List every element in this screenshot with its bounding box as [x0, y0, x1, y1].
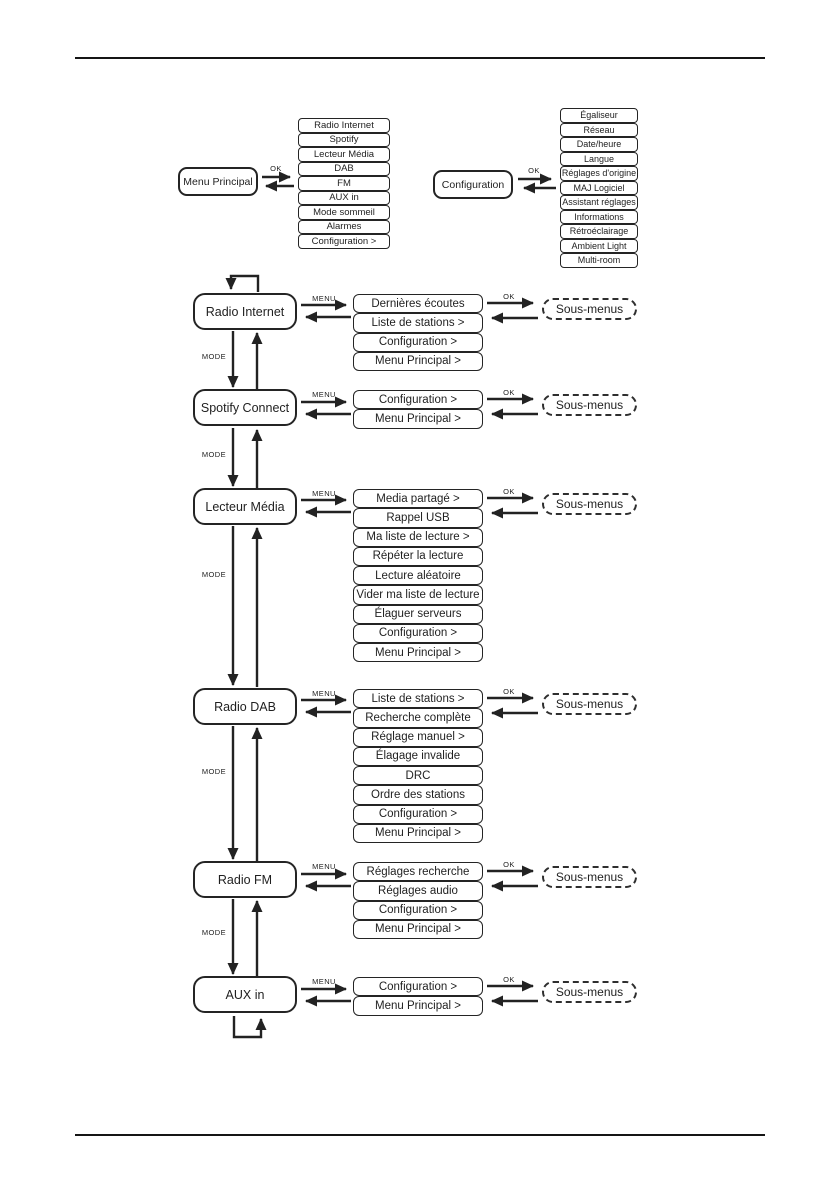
menu-label: MENU — [312, 862, 336, 871]
menu-item: Lecteur Média — [298, 147, 390, 162]
menu-item: Élagage invalide — [353, 747, 483, 766]
menu-item: Recherche complète — [353, 708, 483, 727]
menu-principal-box: Menu Principal — [178, 167, 258, 196]
mode-label: MODE — [201, 767, 226, 776]
menu-item: Élaguer serveurs — [353, 605, 483, 624]
menu-label: MENU — [312, 489, 336, 498]
ok-label: OK — [503, 975, 515, 984]
mode-label: MODE — [201, 928, 226, 937]
menu-label: MENU — [312, 294, 336, 303]
menu-label: MENU — [312, 689, 336, 698]
submenu-box: Sous-menus — [542, 298, 637, 320]
mode-box: Lecteur Média — [193, 488, 297, 525]
menu-item: Réglages audio — [353, 881, 483, 900]
ok-label: OK — [503, 687, 515, 696]
menu-list — [353, 862, 483, 939]
submenu-box: Sous-menus — [542, 493, 637, 515]
top-rule — [75, 57, 765, 59]
menu-item: Menu Principal > — [353, 409, 483, 428]
menu-item: MAJ Logiciel — [560, 181, 638, 196]
ok-label: OK — [503, 292, 515, 301]
menu-label: MENU — [312, 390, 336, 399]
submenu-box: Sous-menus — [542, 866, 637, 888]
mode-box: Spotify Connect — [193, 389, 297, 426]
menu-item: Menu Principal > — [353, 996, 483, 1015]
menu-item: Media partagé > — [353, 489, 483, 508]
menu-item: Réglage manuel > — [353, 728, 483, 747]
menu-item: Réglages recherche — [353, 862, 483, 881]
mode-box: Radio Internet — [193, 293, 297, 330]
menu-item: Menu Principal > — [353, 920, 483, 939]
menu-item: Liste de stations > — [353, 313, 483, 332]
configuration-menu-list — [560, 108, 638, 268]
menu-item: Informations — [560, 210, 638, 225]
menu-item: Spotify — [298, 133, 390, 148]
menu-item: Configuration > — [353, 977, 483, 996]
ok-label: OK — [528, 166, 540, 175]
menu-item: FM — [298, 176, 390, 191]
menu-item: Configuration > — [353, 333, 483, 352]
menu-item: Liste de stations > — [353, 689, 483, 708]
submenu-box: Sous-menus — [542, 693, 637, 715]
menu-item: Menu Principal > — [353, 643, 483, 662]
menu-item: Alarmes — [298, 220, 390, 235]
menu-item: Ma liste de lecture > — [353, 528, 483, 547]
menu-item: Vider ma liste de lecture — [353, 585, 483, 604]
configuration-box: Configuration — [433, 170, 513, 199]
menu-item: Menu Principal > — [353, 824, 483, 843]
menu-item: DRC — [353, 766, 483, 785]
menu-item: Configuration > — [353, 901, 483, 920]
menu-item: Réseau — [560, 123, 638, 138]
menu-item: Menu Principal > — [353, 352, 483, 371]
menu-label: MENU — [312, 977, 336, 986]
menu-item: Assistant réglages — [560, 195, 638, 210]
mode-box: Radio DAB — [193, 688, 297, 725]
menu-item: Configuration > — [353, 624, 483, 643]
bottom-rule — [75, 1134, 765, 1136]
menu-item: Réglages d'origine — [560, 166, 638, 181]
menu-list — [353, 689, 483, 843]
menu-item: Dernières écoutes — [353, 294, 483, 313]
menu-item: Lecture aléatoire — [353, 566, 483, 585]
menu-item: Date/heure — [560, 137, 638, 152]
ok-label: OK — [503, 487, 515, 496]
menu-item: DAB — [298, 162, 390, 177]
menu-item: Répéter la lecture — [353, 547, 483, 566]
mode-label: MODE — [201, 450, 226, 459]
ok-label: OK — [270, 164, 282, 173]
menu-item: Radio Internet — [298, 118, 390, 133]
menu-list — [353, 489, 483, 662]
menu-item: Mode sommeil — [298, 205, 390, 220]
ok-label: OK — [503, 860, 515, 869]
main-menu-list — [298, 118, 390, 249]
menu-item: Multi-room — [560, 253, 638, 268]
mode-box: AUX in — [193, 976, 297, 1013]
menu-item: Configuration > — [353, 390, 483, 409]
submenu-box: Sous-menus — [542, 981, 637, 1003]
menu-list — [353, 294, 483, 371]
menu-item: Rétroéclairage — [560, 224, 638, 239]
menu-item: Configuration > — [298, 234, 390, 249]
menu-item: Ordre des stations — [353, 785, 483, 804]
mode-box: Radio FM — [193, 861, 297, 898]
menu-item: Configuration > — [353, 805, 483, 824]
menu-list — [353, 977, 483, 1016]
menu-item: Langue — [560, 152, 638, 167]
menu-item: Égaliseur — [560, 108, 638, 123]
ok-label: OK — [503, 388, 515, 397]
menu-item: Rappel USB — [353, 508, 483, 527]
menu-list — [353, 390, 483, 429]
submenu-box: Sous-menus — [542, 394, 637, 416]
mode-label: MODE — [201, 352, 226, 361]
menu-item: AUX in — [298, 191, 390, 206]
menu-item: Ambient Light — [560, 239, 638, 254]
mode-label: MODE — [201, 570, 226, 579]
